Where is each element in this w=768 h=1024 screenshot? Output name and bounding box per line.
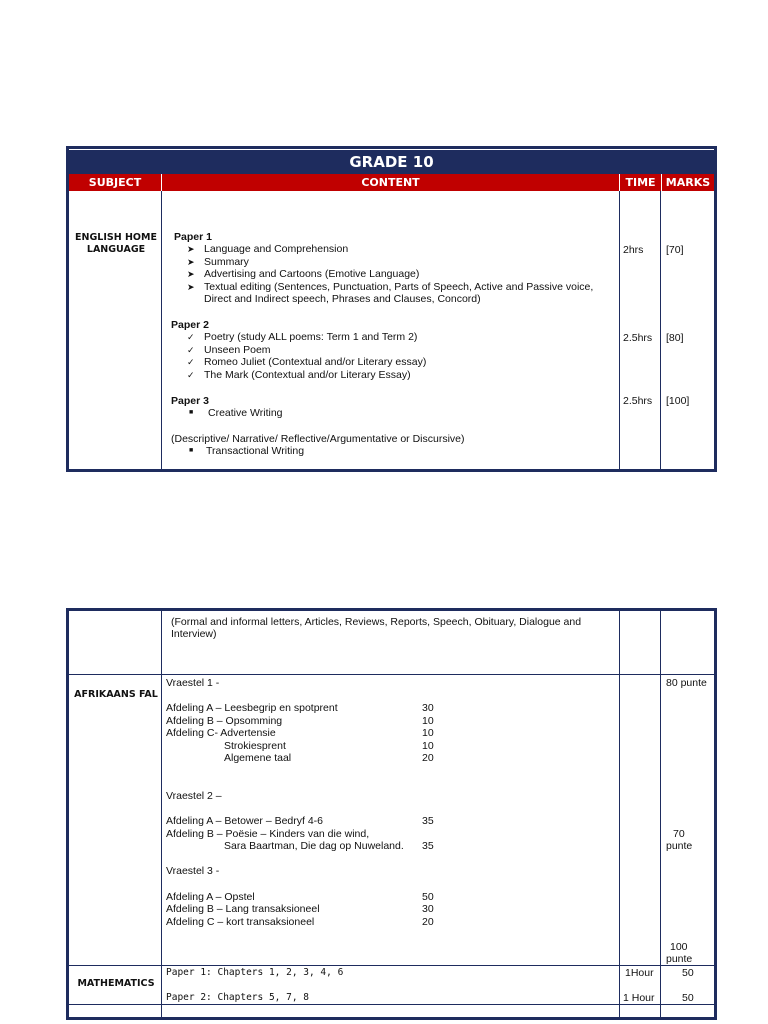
vraestel3-value: 20 <box>422 916 434 928</box>
header-content: CONTENT <box>162 174 619 191</box>
paper3-marks: [100] <box>666 395 690 407</box>
math-paper2-time: 1 Hour <box>623 992 655 1004</box>
paper1-time: 2hrs <box>623 244 644 256</box>
column-divider <box>161 611 162 1017</box>
list-item: ✓ Unseen Poem <box>187 343 271 356</box>
vraestel3-marks: 100 <box>670 941 688 953</box>
list-item: ✓ The Mark (Contextual and/or Literary Essay) <box>187 368 411 381</box>
paper2-list <box>187 331 426 381</box>
list-item: ➤ Language and Comprehension <box>187 243 349 255</box>
column-divider <box>660 611 661 1017</box>
list-item: ➤ Textual editing (Sentences, Punctuation, Parts of Speech, Active and Passive voice, Direct and Indirect speech, Phrases and Clauses, Concord) <box>187 280 594 306</box>
paper3-list-2 <box>189 445 304 458</box>
list-item: ➤ Advertising and Cartoons (Emotive Language) <box>187 268 420 281</box>
vraestel1-marks: 80 punte <box>666 677 707 689</box>
vraestel2-row: Afdeling A – Betower – Bedryf 4-6 <box>166 815 324 827</box>
subject-mathematics: MATHEMATICS <box>77 978 155 989</box>
grade-title: GRADE 10 <box>349 153 434 171</box>
row-divider <box>69 965 714 966</box>
paper2-title: Paper 2 <box>171 319 209 331</box>
paper1-marks: [70] <box>666 244 684 256</box>
vraestel3-value: 30 <box>422 903 434 915</box>
vraestel1-row: Strokiesprent <box>224 740 286 752</box>
paper3-types: (Descriptive/ Narrative/ Reflective/Argumentative or Discursive) <box>171 433 465 445</box>
vraestel3-marks-unit: punte <box>666 953 693 965</box>
vraestel3-value: 50 <box>422 891 434 903</box>
check-icon: ✓ <box>187 369 195 380</box>
math-paper2-marks: 50 <box>682 992 694 1004</box>
vraestel1-value: 30 <box>422 702 434 714</box>
vraestel2-marks-unit: punte <box>666 840 693 852</box>
vraestel1-value: 10 <box>422 740 434 752</box>
paper2-marks: [80] <box>666 332 684 344</box>
square-bullet-icon: ■ <box>189 409 194 416</box>
vraestel1-value: 10 <box>422 715 434 727</box>
vraestel3-row: Afdeling A – Opstel <box>166 891 255 903</box>
check-icon: ✓ <box>187 357 195 368</box>
math-paper1-time: 1Hour <box>625 967 654 979</box>
math-paper1: Paper 1: Chapters 1, 2, 3, 4, 6 <box>166 967 344 978</box>
header-marks: MARKS <box>662 174 714 191</box>
paper1-list <box>187 243 594 306</box>
continuation-line2: Interview) <box>171 628 217 640</box>
continuation-line1: (Formal and informal letters, Articles, Reviews, Reports, Speech, Obituary, Dialogue and <box>171 616 582 628</box>
header-subject: SUBJECT <box>69 174 161 191</box>
grade-title-bar <box>69 149 714 174</box>
subject-afrikaans: AFRIKAANS FAL <box>74 689 158 700</box>
check-icon: ✓ <box>187 344 195 355</box>
vraestel3-row: Afdeling B – Lang transaksioneel <box>166 903 320 915</box>
paper3-title: Paper 3 <box>171 395 209 407</box>
column-divider <box>660 191 661 472</box>
vraestel2-value: 35 <box>422 815 434 827</box>
math-paper1-marks: 50 <box>682 967 694 979</box>
arrow-bullet-icon: ➤ <box>187 269 195 280</box>
vraestel2-row: Sara Baartman, Die dag op Nuweland. <box>224 840 404 852</box>
list-item: ✓ Romeo Juliet (Contextual and/or Literary essay) <box>187 356 427 369</box>
vraestel2-marks: 70 <box>673 828 685 840</box>
grade-10-table <box>66 146 717 472</box>
arrow-bullet-icon: ➤ <box>187 256 195 267</box>
column-divider <box>161 191 162 472</box>
grade-10-table-continued <box>66 608 717 1020</box>
list-item: ■ Transactional Writing <box>189 445 305 457</box>
vraestel3-row: Afdeling C – kort transaksioneel <box>166 916 315 928</box>
math-paper2: Paper 2: Chapters 5, 7, 8 <box>166 992 309 1003</box>
vraestel1-value: 10 <box>422 727 434 739</box>
vraestel1-row: Afdeling A – Leesbegrip en spotprent <box>166 702 338 714</box>
arrow-bullet-icon: ➤ <box>187 244 195 254</box>
vraestel2-title: Vraestel 2 – <box>166 790 222 802</box>
paper3-time: 2.5hrs <box>623 395 653 407</box>
column-divider <box>619 611 620 1017</box>
subject-english <box>73 232 159 256</box>
vraestel1-value: 20 <box>422 752 434 764</box>
vraestel1-row: Afdeling B – Opsomming <box>166 715 283 727</box>
subject-english-line1: ENGLISH HOME <box>75 232 157 243</box>
vraestel2-value: 35 <box>422 840 434 852</box>
vraestel1-row: Afdeling C- Advertensie <box>166 727 276 739</box>
header-time: TIME <box>620 174 661 191</box>
paper3-list <box>189 407 283 420</box>
vraestel1-title: Vraestel 1 - <box>166 677 220 689</box>
paper2-time: 2.5hrs <box>623 332 653 344</box>
vraestel3-title: Vraestel 3 - <box>166 865 220 877</box>
arrow-bullet-icon: ➤ <box>187 281 195 292</box>
subject-english-line2: LANGUAGE <box>86 244 146 255</box>
list-item: ✓ Poetry (study ALL poems: Term 1 and Term 2) <box>187 331 418 343</box>
column-divider <box>619 191 620 472</box>
square-bullet-icon: ■ <box>189 447 194 454</box>
vraestel1-row: Algemene taal <box>224 752 292 764</box>
check-icon: ✓ <box>187 332 195 342</box>
row-divider <box>69 674 714 675</box>
paper1-title: Paper 1 <box>174 231 212 243</box>
list-item: ➤ Summary <box>187 255 249 268</box>
list-item: ■ Creative Writing <box>189 407 283 419</box>
vraestel2-row: Afdeling B – Poësie – Kinders van die wind, <box>166 828 370 840</box>
